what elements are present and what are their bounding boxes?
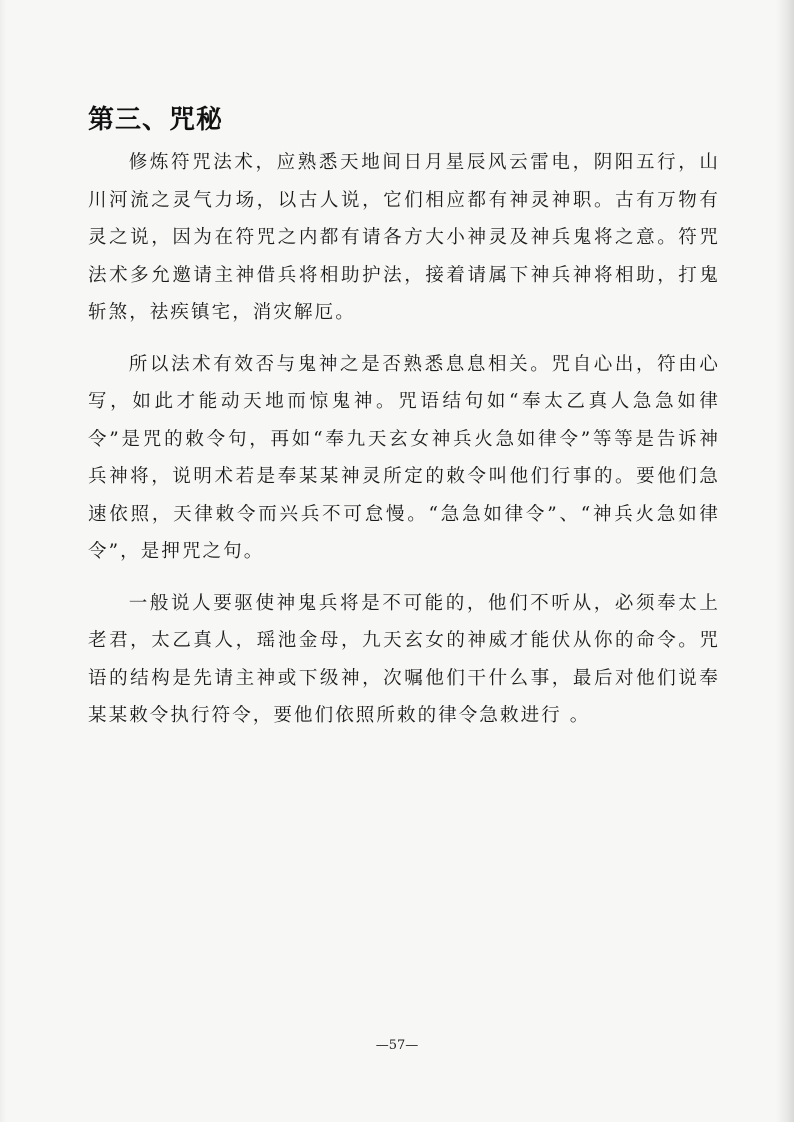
section-title: 第三、咒秘	[88, 105, 224, 135]
page-edge-right	[776, 0, 794, 1122]
page-edge-left	[0, 0, 6, 1122]
page-content	[88, 102, 720, 749]
page-number: —57—	[375, 1038, 419, 1053]
paragraph-2: 所以法术有效否与鬼神之是否熟悉息息相关。咒自心出，符由心写，如此才能动天地而惊鬼神。咒语结句如“奉太乙真人急急如律令”是咒的敕令句，再如“奉九天玄女神兵火急如律令”等等是告诉神兵神将，说明术若是奉某某神灵所定的敕令叫他们行事的。要他们急速依照，天律敕令而兴兵不可怠慢。“急急如律令”、“神兵火急如律令”，是押咒之句。	[88, 353, 720, 562]
paragraph-1: 修炼符咒法术，应熟悉天地间日月星辰风云雷电，阴阳五行，山川河流之灵气力场，以古人说，它们相应都有神灵神职。古有万物有灵之说，因为在符咒之内都有请各方大小神灵及神兵鬼将之意。符咒法术多允邀请主神借兵将相助护法，接着请属下神兵神将相助，打鬼斩煞，祛疾镇宅，消灾解厄。	[88, 152, 720, 323]
paragraph-3: 一般说人要驱使神鬼兵将是不可能的，他们不听从，必须奉太上老君，太乙真人，瑶池金母，九天玄女的神威才能伏从你的命令。咒语的结构是先请主神或下级神，次嘱他们干什么事，最后对他们说奉某某敕令执行符令，要他们依照所敕的律令急敕进行 。	[88, 592, 720, 726]
